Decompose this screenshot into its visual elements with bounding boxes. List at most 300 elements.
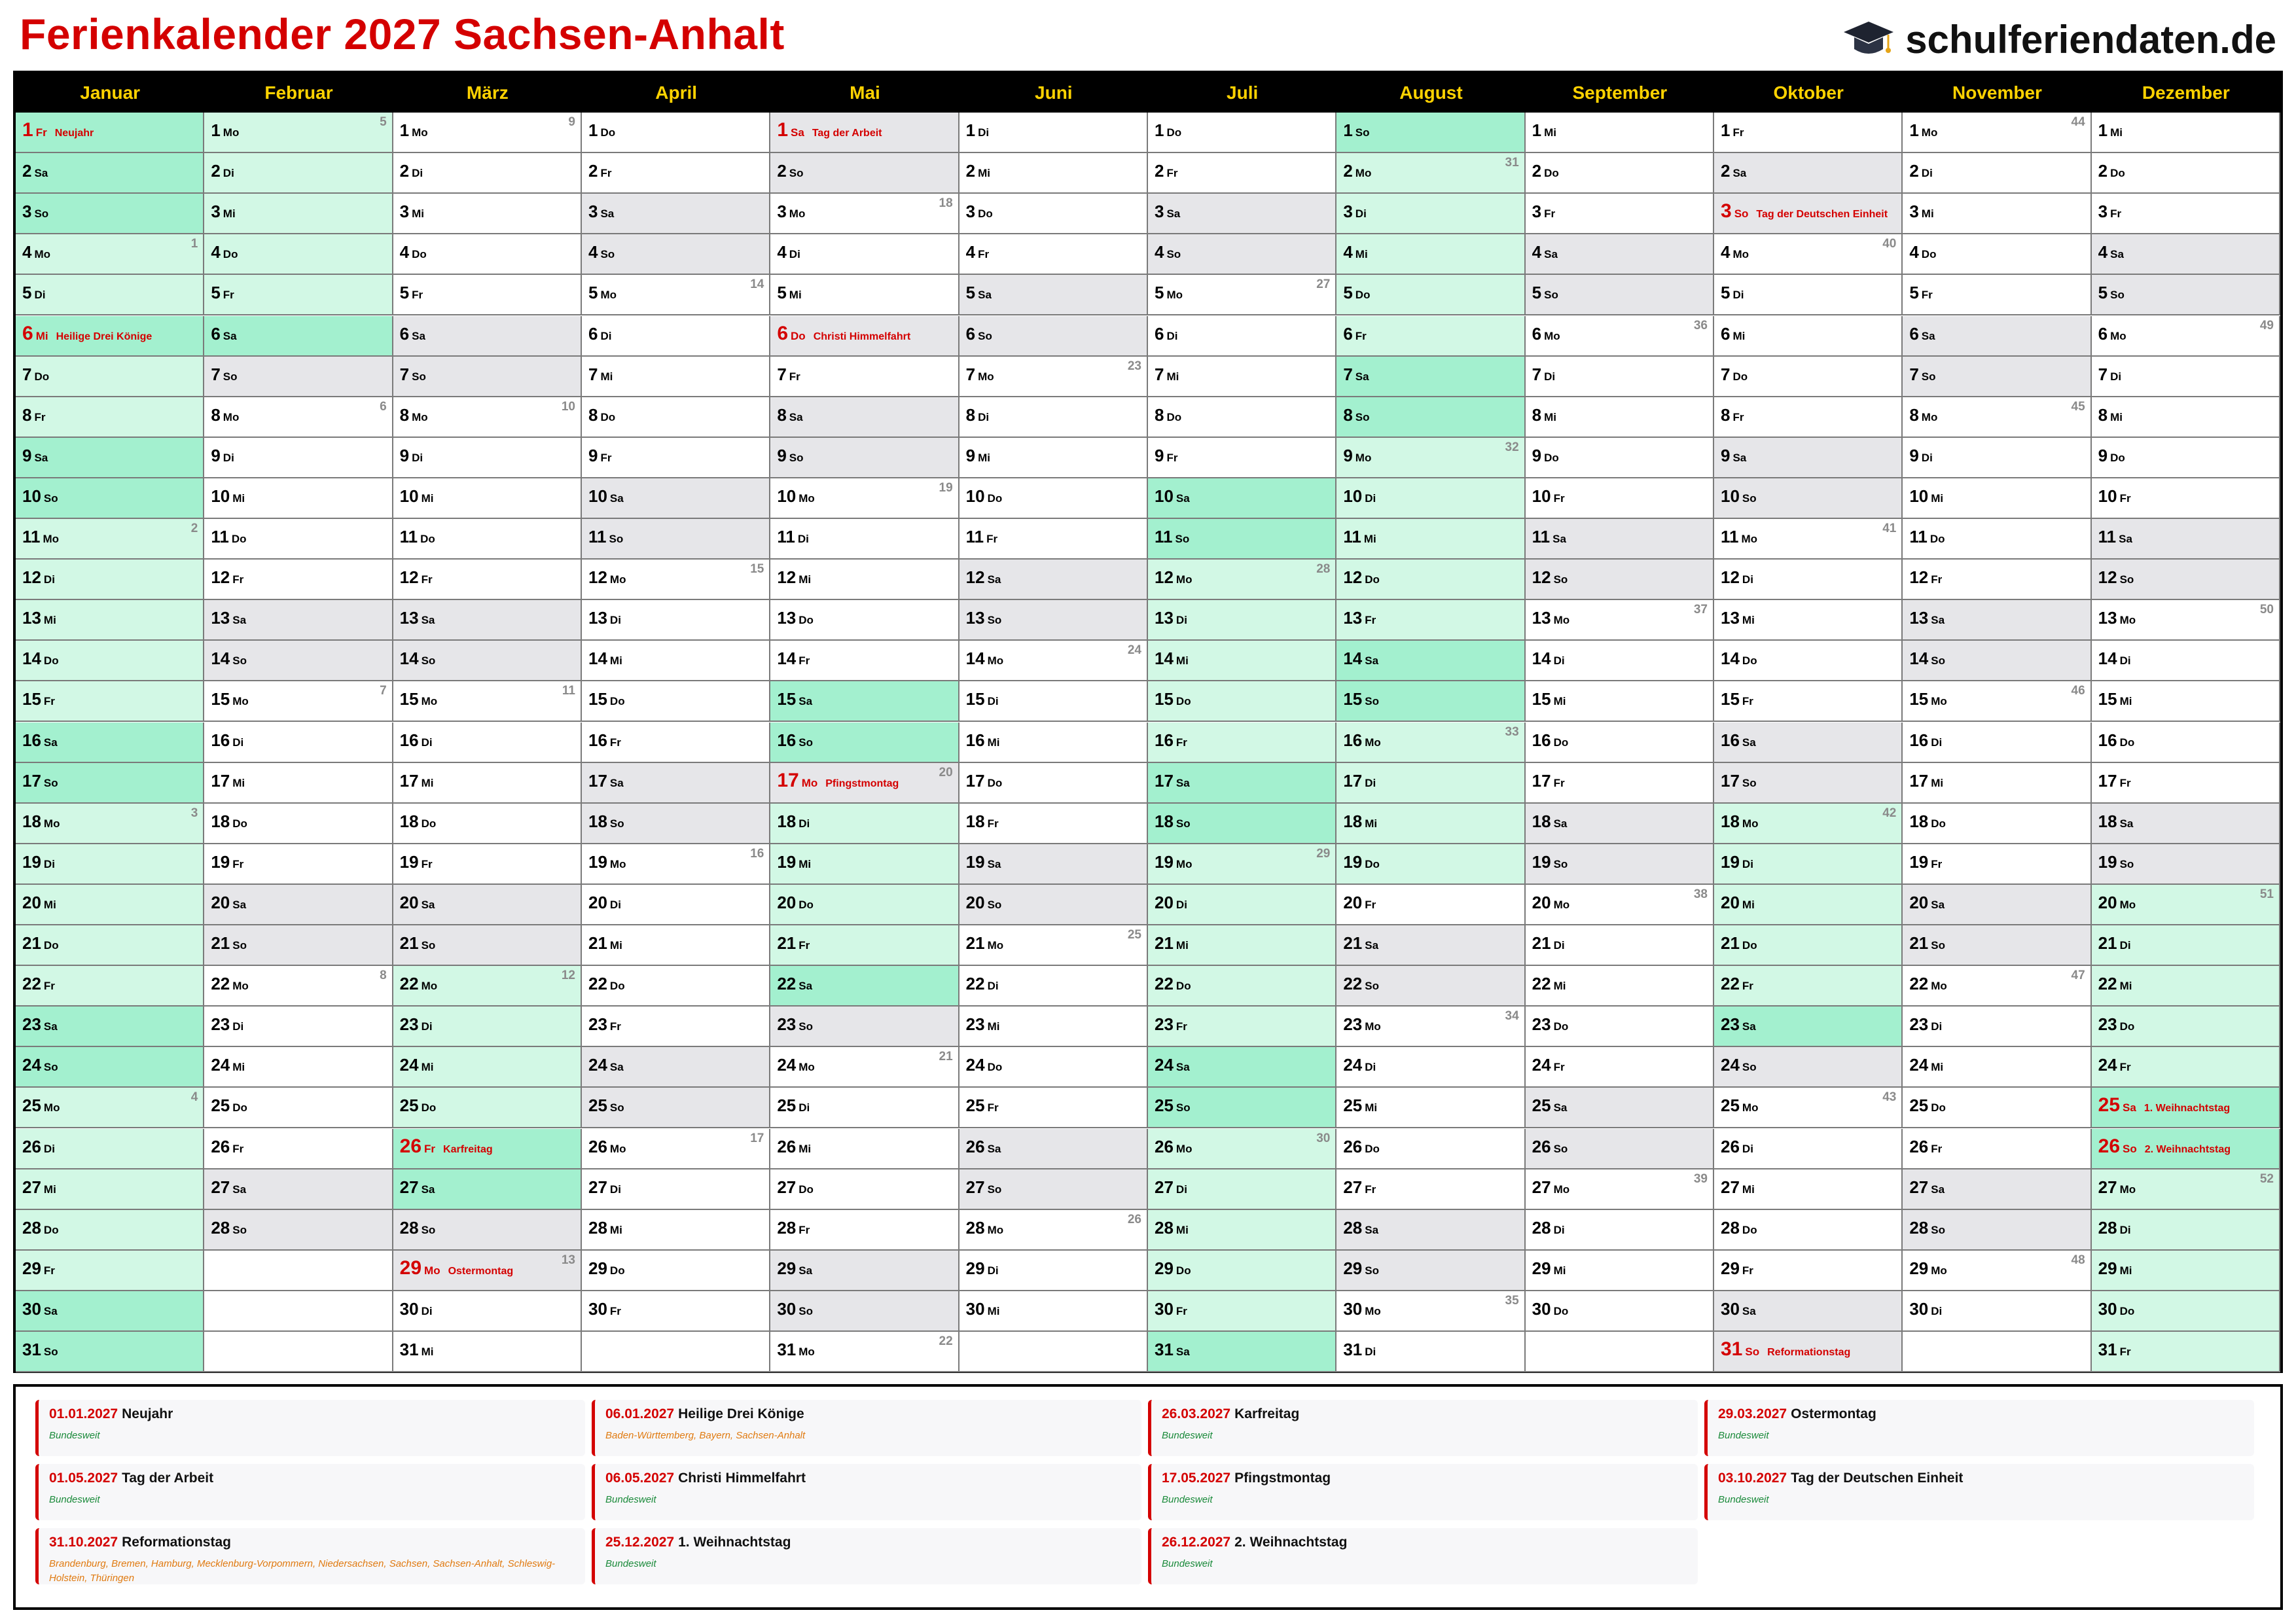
day-cell (393, 1129, 582, 1169)
weekday-label: Mo (1553, 898, 1570, 911)
day-cell (1526, 600, 1714, 641)
day-cell (204, 357, 393, 397)
holiday-date: 25.12.2027 (605, 1535, 675, 1550)
weekday-label: Fr (232, 857, 244, 870)
holiday-title: 2. Weihnachtstag (1234, 1535, 1348, 1550)
day-cell (1148, 966, 1336, 1007)
day-cell (16, 113, 204, 153)
day-number: 18 Mi (1343, 811, 1378, 831)
weekday-label: Mo (34, 248, 51, 261)
day-cell (204, 600, 393, 641)
day-cell (1714, 763, 1903, 804)
day-number: 26 So (1532, 1136, 1568, 1156)
day-cell (582, 153, 770, 194)
day-cell (1903, 153, 2091, 194)
day-number: 2 So (777, 161, 804, 181)
weekday-label: Fr (223, 289, 234, 302)
day-number: 12 Fr (211, 567, 244, 588)
weekday-label: So (43, 1346, 58, 1358)
day-number: 17 Mi (211, 770, 245, 791)
weekday-label: Do (2110, 451, 2125, 464)
day-cell (393, 763, 582, 804)
day-cell (770, 763, 959, 804)
day-cell (16, 763, 204, 804)
day-cell (582, 1088, 770, 1128)
day-number: 29 Sa (777, 1258, 813, 1278)
weekday-label: Di (1931, 1020, 1943, 1033)
day-cell (204, 1169, 393, 1210)
weekday-label: Do (1365, 1142, 1380, 1155)
holiday-title: Tag der Arbeit (122, 1471, 214, 1486)
day-cell (582, 113, 770, 153)
weekday-label: Mo (798, 1061, 815, 1074)
day-cell (204, 560, 393, 600)
day-cell (582, 1210, 770, 1251)
day-cell (2092, 641, 2280, 681)
day-number: 19 Di (22, 851, 55, 872)
day-cell (204, 1088, 393, 1128)
holiday-name: Karfreitag (443, 1143, 493, 1155)
weekday-label: Sa (609, 776, 624, 789)
day-number: 21 So (211, 933, 247, 953)
weekday-label: Fr (1365, 1183, 1376, 1196)
day-cell (1148, 1129, 1336, 1169)
week-number: 31 (1505, 156, 1519, 170)
day-number: 19 So (2098, 851, 2134, 872)
day-cell (770, 478, 959, 519)
weekday-label: Mo (1921, 126, 1938, 139)
weekday-label: So (1931, 654, 1945, 668)
day-number: 6 Di (1155, 323, 1178, 344)
day-number: 22 Mi (1532, 974, 1566, 994)
day-cell (393, 600, 582, 641)
day-number: 9 Di (211, 445, 234, 465)
weekday-label: Mi (987, 1020, 1000, 1033)
weekday-label: Do (223, 248, 238, 261)
weekday-label: Mo (1544, 329, 1560, 342)
day-number: 11 Do (399, 527, 435, 546)
day-cell (204, 1129, 393, 1169)
day-cell (1714, 722, 1903, 763)
day-number: 3 Fr (2098, 202, 2122, 222)
day-cell (1526, 1169, 1714, 1210)
day-cell (770, 844, 959, 885)
day-cell (770, 1291, 959, 1332)
holiday-regions: Bundesweit (49, 1494, 100, 1505)
weekday-label: Do (1365, 857, 1380, 870)
day-number: 12 So (1532, 567, 1568, 588)
day-cell (1526, 275, 1714, 315)
day-cell (1336, 804, 1525, 844)
weekday-label: Mo (2119, 898, 2136, 911)
weekday-label: Di (798, 817, 810, 830)
day-number: 25 Do (399, 1096, 437, 1116)
day-cell (1714, 519, 1903, 560)
day-number: 12 Di (1721, 567, 1753, 588)
week-number: 17 (750, 1131, 764, 1145)
day-number: 29 Fr (22, 1258, 55, 1278)
day-number: 9 Di (399, 445, 423, 465)
weekday-label: So (1166, 248, 1181, 261)
day-number: 26 Di (1721, 1136, 1753, 1156)
holiday-regions: Bundesweit (49, 1430, 100, 1441)
day-number: 31 Di (1343, 1340, 1376, 1359)
day-number: 26 Do (1343, 1136, 1380, 1156)
day-number: 4 Sa (1532, 242, 1558, 262)
day-cell (1148, 438, 1336, 478)
day-number: 6 Do Christi Himmelfahrt (777, 322, 911, 344)
weekday-label: Do (1365, 573, 1380, 586)
day-cell (960, 397, 1148, 438)
day-number: 20 Di (1155, 892, 1187, 912)
day-cell (393, 1251, 582, 1291)
day-number: 13 Mi (1721, 608, 1755, 628)
weekday-label: Mi (609, 654, 622, 668)
weekday-label: Mi (2110, 126, 2123, 139)
weekday-label: Di (978, 126, 990, 139)
empty-cell (204, 1251, 393, 1291)
weekday-label: Di (1921, 167, 1933, 180)
day-number: 31 Mo (777, 1340, 815, 1359)
day-cell (1903, 1007, 2091, 1047)
day-cell (1903, 316, 2091, 357)
day-number: 29 Mo (1909, 1258, 1947, 1278)
day-cell (393, 560, 582, 600)
day-number: 17 Di (1343, 770, 1376, 791)
day-cell (960, 925, 1148, 966)
day-cell (1903, 113, 2091, 153)
day-cell (770, 925, 959, 966)
weekday-label: Di (987, 980, 999, 993)
day-cell (16, 1047, 204, 1088)
day-number: 14 Fr (777, 649, 810, 669)
day-number: 14 So (1909, 649, 1945, 669)
day-cell (960, 1169, 1148, 1210)
week-number: 28 (1316, 562, 1331, 577)
day-cell (1714, 1007, 1903, 1047)
weekday-label: Di (43, 573, 55, 586)
day-cell (1714, 234, 1903, 275)
week-number: 12 (561, 969, 575, 983)
day-number: 5 So (1532, 283, 1558, 303)
day-cell (1714, 600, 1903, 641)
day-number: 24 Do (965, 1055, 1003, 1075)
day-number: 5 Do (1343, 283, 1371, 303)
holiday-regions: Bundesweit (605, 1558, 656, 1569)
weekday-label: Do (2119, 1304, 2135, 1317)
day-number: 6 Sa (1909, 323, 1935, 344)
holiday-regions: Bundesweit (1162, 1494, 1213, 1505)
holiday-regions: Bundesweit (1162, 1430, 1213, 1441)
day-number: 22 Do (1155, 974, 1191, 994)
day-number: 23 Di (399, 1014, 433, 1035)
day-cell (1714, 316, 1903, 357)
day-number: 28 Di (1532, 1217, 1565, 1238)
day-number: 24 Di (1343, 1055, 1376, 1075)
day-number: 13 Sa (211, 608, 247, 628)
day-cell (770, 316, 959, 357)
weekday-label: Sa (223, 329, 237, 342)
day-cell (1148, 1007, 1336, 1047)
holiday-legend-item (1148, 1400, 1698, 1456)
day-number: 23 Fr (588, 1014, 621, 1035)
day-number: 30 Do (1532, 1298, 1569, 1319)
weekday-label: Sa (609, 491, 624, 505)
day-cell (1526, 844, 1714, 885)
day-cell (770, 1007, 959, 1047)
weekday-label: Do (1742, 654, 1757, 668)
day-cell (16, 1251, 204, 1291)
weekday-label: Mi (1553, 1264, 1566, 1277)
day-number: 22 Mo (399, 974, 438, 994)
weekday-label: Mi (35, 329, 48, 342)
day-number: 15 Mi (2098, 689, 2132, 709)
day-cell (2092, 194, 2280, 234)
weekday-label: Mi (1166, 370, 1179, 383)
day-cell (960, 519, 1148, 560)
brand-name: schulferiendaten.de (1905, 17, 2276, 62)
day-number: 7 Di (2098, 364, 2122, 384)
weekday-label: Fr (2119, 776, 2131, 789)
weekday-label: Fr (978, 248, 990, 261)
day-number: 15 Do (1155, 689, 1191, 709)
holiday-regions: Bundesweit (1718, 1430, 1769, 1441)
weekday-label: Fr (798, 1223, 810, 1236)
weekday-label: Di (1921, 451, 1933, 464)
weekday-label: Sa (987, 857, 1001, 870)
day-number: 11 So (1155, 527, 1190, 546)
weekday-label: Mo (609, 573, 626, 586)
day-cell (1714, 275, 1903, 315)
weekday-label: Mo (1931, 980, 1947, 993)
day-cell (393, 641, 582, 681)
weekday-label: Do (1931, 817, 1946, 830)
week-number: 7 (380, 684, 387, 698)
weekday-label: Do (2119, 736, 2135, 749)
day-cell (16, 641, 204, 681)
day-number: 27 Di (1155, 1177, 1187, 1197)
day-number: 14 Di (1532, 649, 1565, 669)
weekday-label: Mi (1544, 126, 1557, 139)
weekday-label: Di (1742, 1142, 1753, 1155)
holiday-name: Christi Himmelfahrt (813, 330, 911, 342)
day-cell (1148, 641, 1336, 681)
weekday-label: Di (43, 1142, 55, 1155)
day-cell (582, 722, 770, 763)
weekday-label: Do (798, 898, 814, 911)
week-number: 49 (2259, 318, 2274, 332)
weekday-label: Do (1166, 410, 1182, 423)
weekday-label: Sa (232, 898, 247, 911)
day-number: 28 Sa (1343, 1217, 1379, 1238)
weekday-label: Sa (609, 1061, 624, 1074)
day-number: 27 Mo (1532, 1177, 1570, 1197)
weekday-label: So (1553, 857, 1568, 870)
weekday-label: Sa (1175, 1061, 1190, 1074)
day-cell (1714, 1291, 1903, 1332)
day-cell (1336, 1169, 1525, 1210)
day-number: 19 Fr (399, 851, 433, 872)
weekday-label: Mi (1931, 776, 1944, 789)
weekday-label: Di (1742, 573, 1753, 586)
day-number: 20 Sa (399, 892, 435, 912)
day-number: 1 Fr (1721, 120, 1744, 140)
day-number: 8 Sa (777, 404, 803, 425)
day-number: 23 Fr (1155, 1014, 1187, 1035)
day-cell (1903, 885, 2091, 925)
day-number: 31 Fr (2098, 1340, 2131, 1359)
weekday-label: Mo (1931, 695, 1947, 708)
weekday-label: Do (798, 614, 814, 627)
day-number: 18 Di (777, 811, 810, 831)
day-cell (1526, 804, 1714, 844)
day-number: 14 Sa (1343, 649, 1379, 669)
weekday-label: Mi (232, 776, 245, 789)
weekday-label: Sa (232, 614, 247, 627)
day-cell (1714, 1210, 1903, 1251)
weekday-label: Mo (43, 533, 60, 545)
day-number: 27 Di (588, 1177, 621, 1197)
day-cell (1903, 641, 2091, 681)
day-number: 3 Di (1343, 202, 1367, 222)
holiday-legend-item (592, 1400, 1141, 1456)
week-number: 29 (1316, 846, 1331, 861)
holiday-name: 1. Weihnachtstag (2144, 1103, 2231, 1115)
weekday-label: So (412, 370, 426, 383)
day-number: 13 Mo (2098, 608, 2136, 628)
day-cell (16, 275, 204, 315)
day-number: 7 Do (22, 364, 50, 384)
weekday-label: Fr (1553, 776, 1565, 789)
weekday-label: So (43, 776, 58, 789)
weekday-label: Di (2119, 939, 2131, 952)
week-number: 19 (939, 480, 953, 495)
day-cell (1526, 316, 1714, 357)
day-cell (1148, 763, 1336, 804)
weekday-label: So (1742, 776, 1757, 789)
day-cell (1526, 1210, 1714, 1251)
day-number: 16 So (777, 730, 813, 750)
weekday-label: Mo (232, 695, 249, 708)
weekday-label: Mi (987, 736, 1000, 749)
weekday-label: Sa (43, 1020, 58, 1033)
weekday-label: Do (600, 410, 616, 423)
day-cell (1336, 885, 1525, 925)
weekday-label: Di (34, 289, 46, 302)
weekday-label: Fr (2119, 1061, 2131, 1074)
weekday-label: Fr (1732, 410, 1744, 423)
day-number: 2 Di (211, 161, 234, 181)
day-number: 30 Fr (1155, 1298, 1187, 1319)
day-number: 17 Mi (1909, 770, 1944, 791)
weekday-label: Fr (412, 289, 423, 302)
day-cell (204, 275, 393, 315)
weekday-label: Di (609, 1183, 621, 1196)
day-cell (1526, 763, 1714, 804)
holiday-date: 06.01.2027 (605, 1406, 675, 1421)
weekday-label: Mo (1175, 573, 1193, 586)
day-number: 11 Mo (22, 527, 60, 546)
weekday-label: Fr (1732, 126, 1744, 139)
weekday-label: Mi (2119, 695, 2132, 708)
weekday-label: So (987, 614, 1002, 627)
day-cell (1903, 194, 2091, 234)
weekday-label: Mi (1544, 410, 1557, 423)
weekday-label: Mo (1921, 410, 1938, 423)
weekday-label: Fr (2110, 207, 2122, 221)
day-cell (1148, 560, 1336, 600)
holiday-date: 17.05.2027 (1162, 1471, 1231, 1486)
day-number: 15 Mo (1909, 689, 1947, 709)
weekday-label: Di (43, 857, 55, 870)
holiday-date: 26.12.2027 (1162, 1535, 1231, 1550)
weekday-label: Di (2119, 654, 2131, 668)
day-cell (1148, 1088, 1336, 1128)
weekday-label: Mi (978, 167, 991, 180)
weekday-label: Mo (1365, 1304, 1381, 1317)
day-cell (393, 1169, 582, 1210)
weekday-label: Mi (609, 939, 622, 952)
day-cell (393, 153, 582, 194)
day-number: 24 Fr (1532, 1055, 1565, 1075)
day-number: 22 Fr (1721, 974, 1753, 994)
week-number: 39 (1693, 1171, 1708, 1186)
day-cell (16, 722, 204, 763)
day-number: 14 Mo (965, 649, 1004, 669)
weekday-label: Di (2119, 1223, 2131, 1236)
day-number: 23 Mi (965, 1014, 1000, 1035)
day-cell (1714, 885, 1903, 925)
day-number: 10 Do (965, 486, 1003, 506)
weekday-label: Sa (789, 410, 803, 423)
weekday-label: Fr (43, 695, 55, 708)
day-cell (393, 925, 582, 966)
day-cell (1336, 763, 1525, 804)
day-cell (1714, 1047, 1903, 1088)
day-cell (1714, 397, 1903, 438)
weekday-label: Di (1742, 857, 1753, 870)
day-cell (2092, 763, 2280, 804)
day-number: 17 So (22, 770, 58, 791)
day-cell (770, 1210, 959, 1251)
day-number: 23 So (777, 1014, 813, 1035)
day-cell (960, 1291, 1148, 1332)
day-cell (960, 316, 1148, 357)
day-number: 4 Mo (1721, 242, 1749, 262)
weekday-label: Do (1931, 1101, 1946, 1115)
weekday-label: Mi (1921, 207, 1934, 221)
day-number: 4 Do (399, 242, 427, 262)
weekday-label: Di (1365, 1346, 1376, 1358)
week-number: 33 (1505, 724, 1519, 739)
brand[interactable] (1842, 14, 2276, 64)
day-cell (1336, 194, 1525, 234)
day-number: 25 So (1155, 1096, 1191, 1116)
day-number: 23 Do (2098, 1014, 2135, 1035)
holiday-name: Neujahr (54, 128, 94, 139)
day-number: 26 Mo (588, 1136, 626, 1156)
day-number: 18 So (1155, 811, 1191, 831)
day-number: 15 Fr (1721, 689, 1753, 709)
day-number: 13 So (965, 608, 1002, 628)
weekday-label: Mi (798, 1142, 812, 1155)
day-number: 19 Fr (211, 851, 244, 872)
day-cell (393, 1047, 582, 1088)
day-cell (960, 1251, 1148, 1291)
weekday-label: Mo (798, 1346, 815, 1358)
weekday-label: Mi (609, 1223, 622, 1236)
week-number: 2 (190, 522, 198, 535)
